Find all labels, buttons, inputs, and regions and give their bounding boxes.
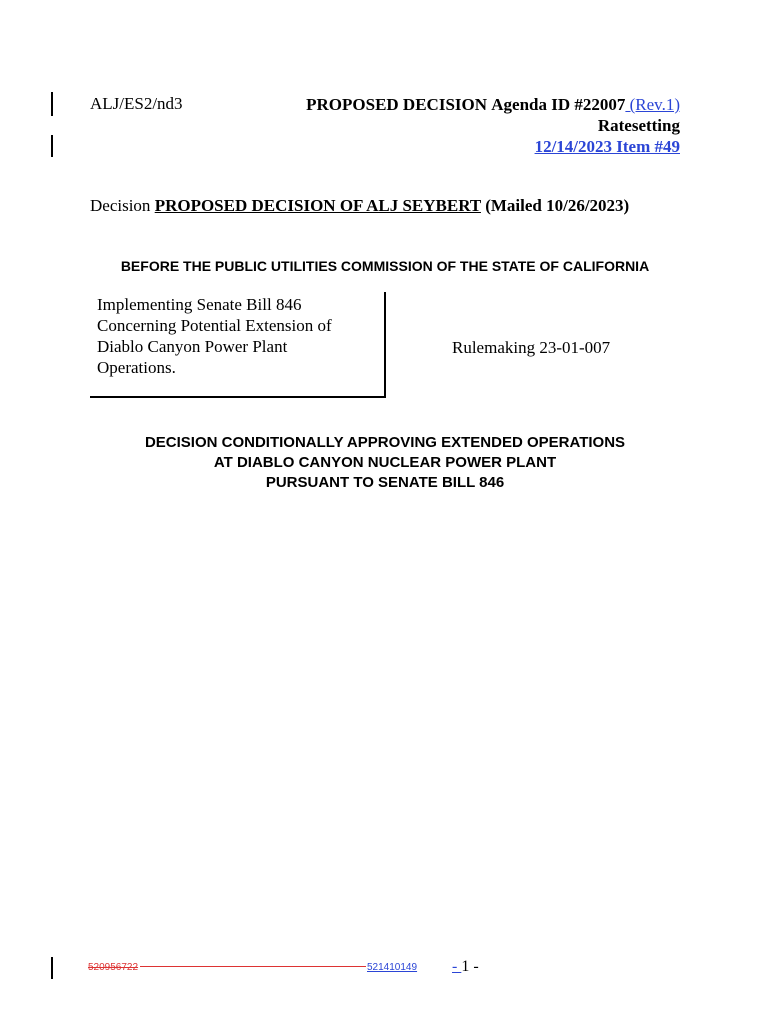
- header-docket-code: ALJ/ES2/nd3: [90, 94, 183, 113]
- deletion-rule: [140, 966, 366, 967]
- ratesetting-label: Ratesetting: [597, 116, 680, 135]
- header-right-block: [292, 94, 680, 157]
- mailed-date: (Mailed 10/26/2023): [480, 196, 630, 215]
- caption-line: Diablo Canyon Power Plant: [97, 337, 288, 356]
- change-bar: [51, 92, 53, 116]
- caption-line: Concerning Potential Extension of: [97, 316, 332, 335]
- page-prefix: -: [452, 958, 462, 975]
- caption-text: [97, 294, 377, 378]
- decision-line: [90, 196, 629, 216]
- decision-title: PROPOSED DECISION OF ALJ SEYBERT: [154, 196, 481, 215]
- title-line: DECISION CONDITIONALLY APPROVING EXTENDED OPERATIONS: [144, 434, 626, 451]
- commission-heading: BEFORE THE PUBLIC UTILITIES COMMISSION OF THE STATE OF CALIFORNIA: [120, 258, 650, 274]
- page-number: [452, 958, 479, 976]
- deleted-doc-id: 520956722: [88, 962, 139, 973]
- title-line: PURSUANT TO SENATE BILL 846: [265, 474, 505, 491]
- decision-title-block: [0, 433, 770, 493]
- revision-insert: (Rev.1): [625, 95, 680, 114]
- rulemaking-number: Rulemaking 23-01-007: [452, 338, 611, 357]
- header-agenda-line: [292, 94, 680, 115]
- caption-line: Implementing Senate Bill 846: [97, 295, 302, 314]
- agenda-id: Agenda ID #22007: [491, 95, 626, 114]
- change-bar: [51, 957, 53, 979]
- caption-line: Operations.: [97, 358, 176, 377]
- meeting-item: 12/14/2023 Item #49: [534, 137, 680, 156]
- decision-prefix: Decision: [90, 196, 155, 215]
- change-bar: [51, 135, 53, 157]
- proposed-decision-label: PROPOSED DECISION: [306, 95, 488, 114]
- title-line: AT DIABLO CANYON NUCLEAR POWER PLANT: [213, 454, 557, 471]
- page-value: 1 -: [461, 958, 479, 975]
- inserted-doc-id: 521410149: [367, 962, 418, 973]
